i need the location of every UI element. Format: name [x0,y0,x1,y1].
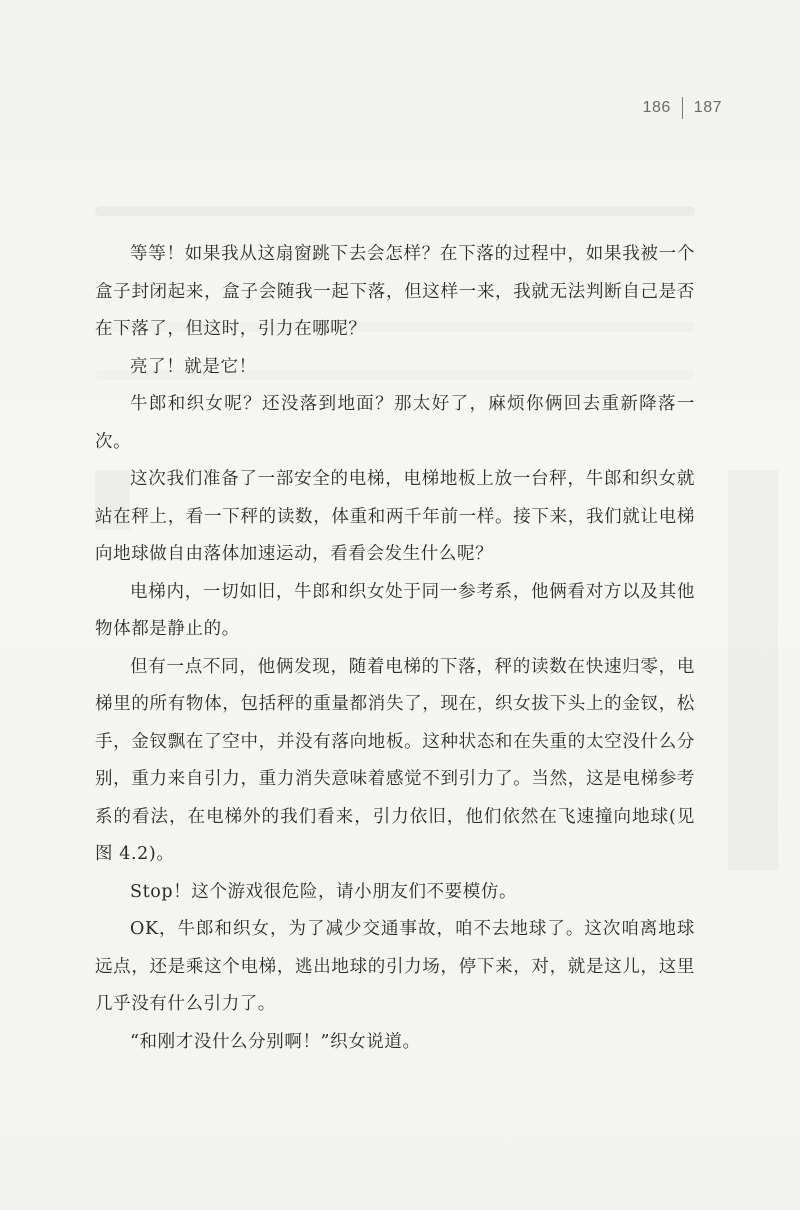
bleed-through-block [728,470,778,870]
paragraph: Stop！这个游戏很危险，请小朋友们不要模仿。 [130,881,518,902]
paragraph: 亮了！就是它！ [130,356,257,377]
page-number-divider [682,97,683,119]
body-text [95,236,695,1061]
right-page-number: 187 [693,99,722,116]
paragraph: 牛郎和织女呢？还没落到地面？那太好了，麻烦你俩回去重新降落一次。 [95,394,695,452]
paragraph: 等等！如果我从这扇窗跳下去会怎样？在下落的过程中，如果我被一个盒子封闭起来，盒子会随我一起下落，但这样一来，我就无法判断自己是否在下落了，但这时，引力在哪呢？ [95,244,695,339]
paragraph: “和刚才没什么分别啊！”织女说道。 [130,1031,421,1052]
paragraph: 但有一点不同，他俩发现，随着电梯的下落，秤的读数在快速归零，电梯里的所有物体，包括秤的重量都消失了，现在，织女拔下头上的金钗，松手，金钗飘在了空中，并没有落向地板。这种状态和在失重的太空没什么分别，重力来自引力，重力消失意味着感觉不到引力了。当然，这是电梯参考系的看法，在电梯外的我们看来，引力依旧，他们依然在飞速撞向地球(见图 4.2)。 [95,656,695,864]
paragraph: OK，牛郎和织女，为了减少交通事故，咱不去地球了。这次咱离地球远点，还是乘这个电梯，逃出地球的引力场，停下来，对，就是这儿，这里几乎没有什么引力了。 [95,919,695,1014]
left-page-number: 186 [642,99,671,116]
paragraph: 这次我们准备了一部安全的电梯，电梯地板上放一台秤，牛郎和织女就站在秤上，看一下秤的读数，体重和两千年前一样。接下来，我们就让电梯向地球做自由落体加速运动，看看会发生什么呢？ [95,469,695,564]
paragraph: 电梯内，一切如旧，牛郎和织女处于同一参考系，他俩看对方以及其他物体都是静止的。 [95,581,695,639]
bleed-through-band [95,206,695,216]
page-number-header [643,96,722,120]
